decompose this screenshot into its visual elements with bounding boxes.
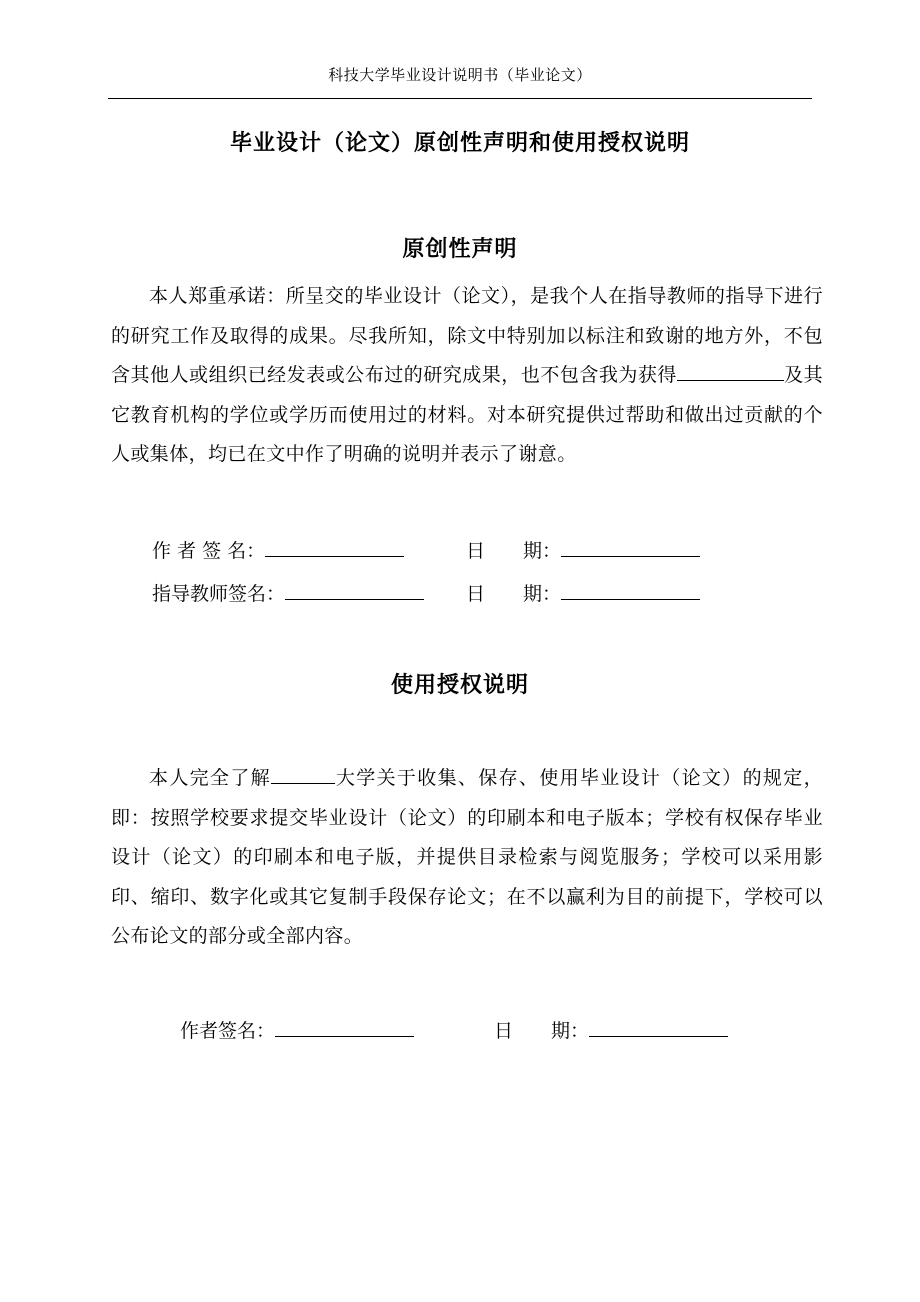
authorization-text-part1: 本人完全了解	[149, 767, 271, 789]
author-signature-field[interactable]	[265, 536, 404, 557]
author-signature-label: 作 者 签 名：	[152, 540, 266, 562]
authorization-date-field[interactable]	[589, 1016, 728, 1037]
authorization-section-title: 使用授权说明	[390, 673, 529, 698]
author-date-field[interactable]	[561, 536, 700, 557]
originality-paragraph	[111, 277, 823, 475]
originality-text-part2: 及其它教育机构的学位或学历而使用过的材料。对本研究提供过帮助和做出过贡献的个人或集体，均已在文中作了明确的说明并表示了谢意。	[111, 364, 823, 465]
advisor-date-field[interactable]	[561, 579, 700, 600]
authorization-signature-label: 作者签名：	[180, 1020, 276, 1042]
authorization-signature-row	[180, 1016, 414, 1043]
authorization-signature-field[interactable]	[275, 1016, 414, 1037]
author-date-row	[466, 536, 700, 563]
originality-text-part1: 本人郑重承诺：所呈交的毕业设计（论文），是我个人在指导教师的指导下进行的研究工作及取得的成果。尽我所知，除文中特别加以标注和致谢的地方外，不包含其他人或组织已经发表或公布过的研究成果，也不包含我为获得	[111, 285, 823, 386]
originality-section-title: 原创性声明	[402, 237, 518, 262]
authorization-date-row	[494, 1016, 728, 1043]
advisor-date-label: 日 期：	[466, 583, 562, 605]
document-title: 毕业设计（论文）原创性声明和使用授权说明	[229, 131, 690, 156]
author-signature-row	[152, 536, 404, 563]
advisor-signature-label: 指导教师签名：	[152, 583, 286, 605]
university-blank[interactable]	[271, 763, 335, 784]
header-divider	[108, 98, 812, 99]
page-header: 科技大学毕业设计说明书（毕业论文）	[328, 66, 592, 84]
advisor-date-row	[466, 579, 700, 606]
institution-blank[interactable]	[677, 360, 784, 381]
authorization-date-label: 日 期：	[494, 1020, 590, 1042]
author-date-label: 日 期：	[466, 540, 562, 562]
authorization-paragraph	[111, 759, 823, 957]
advisor-signature-row	[152, 579, 424, 606]
advisor-signature-field[interactable]	[285, 579, 424, 600]
authorization-text-part2: 大学关于收集、保存、使用毕业设计（论文）的规定，即：按照学校要求提交毕业设计（论文）的印刷本和电子版本；学校有权保存毕业设计（论文）的印刷本和电子版，并提供目录检索与阅览服务；学校可以采用影印、缩印、数字化或其它复制手段保存论文；在不以赢利为目的前提下，学校可以公布论文的部分或全部内容。	[111, 767, 823, 947]
